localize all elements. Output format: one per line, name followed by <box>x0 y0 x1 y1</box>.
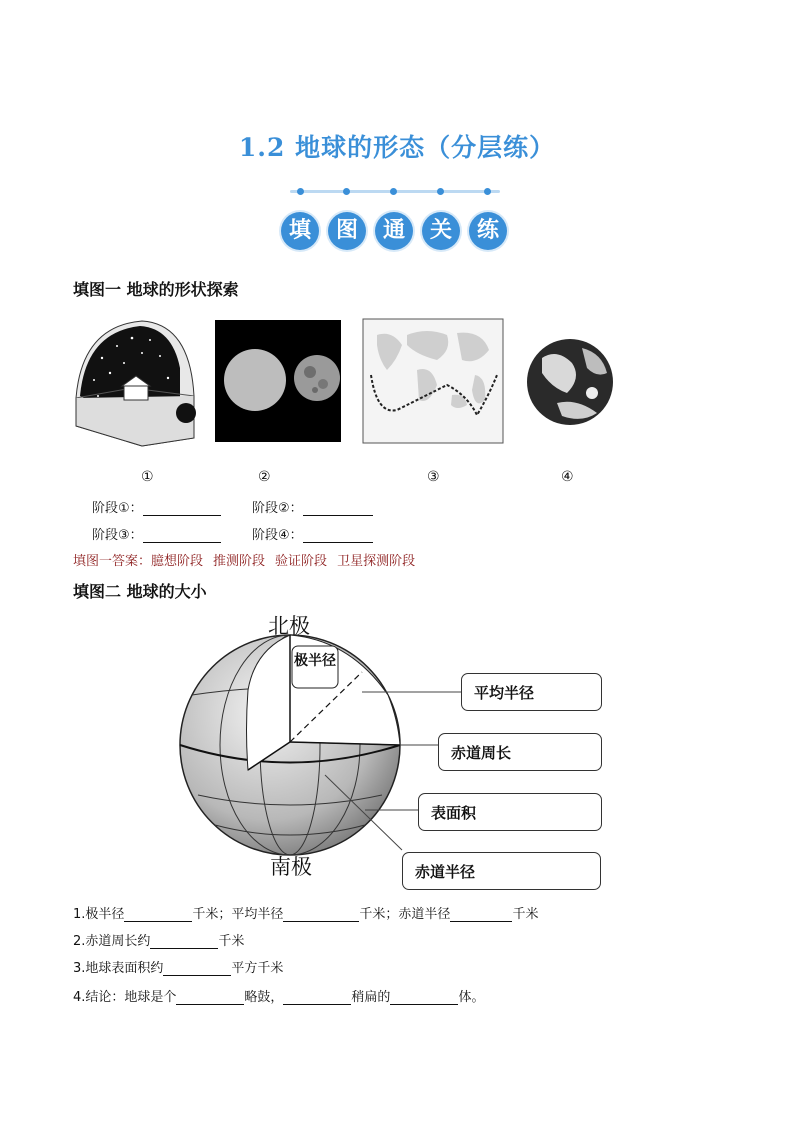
mean-radius-box: 平均半径 <box>461 673 602 711</box>
question-2 <box>73 930 244 949</box>
q3-blank[interactable] <box>163 975 231 976</box>
earth-satellite-photo <box>527 318 617 446</box>
banner-badge: 通 <box>375 212 413 250</box>
stage-4-line <box>252 524 373 543</box>
q2-text-a: 2.赤道周长约 <box>73 934 151 949</box>
page-title: 1.2 地球的形态（分层练） <box>238 133 556 162</box>
q1-blank-polar[interactable] <box>124 921 192 922</box>
north-pole-label: 北极 <box>268 614 310 638</box>
image-label: ② <box>258 469 271 485</box>
sun-moon-photo <box>215 320 341 442</box>
answer-item: 推测阶段 <box>213 554 266 569</box>
polar-radius-label: 极半径 <box>294 653 336 669</box>
q2-text-b: 千米 <box>218 934 245 949</box>
q1-text-d: 千米 <box>512 907 539 922</box>
image-label: ① <box>141 469 154 485</box>
q3-text-b: 平方千米 <box>231 961 284 976</box>
banner-dot <box>484 188 491 195</box>
stage-label: 阶段③： <box>92 528 143 543</box>
question-4 <box>73 986 484 1005</box>
section1-answer <box>73 550 425 569</box>
q1-blank-equatorial[interactable] <box>450 921 512 922</box>
stage-1-line <box>92 497 221 516</box>
banner-dot <box>437 188 444 195</box>
q1-text-b: 千米；平均半径 <box>192 907 284 922</box>
stage-3-blank[interactable] <box>143 542 221 543</box>
equator-circumference-box: 赤道周长 <box>438 733 602 771</box>
stage-label: 阶段②： <box>252 501 303 516</box>
equatorial-radius-box: 赤道半径 <box>402 852 601 890</box>
stage-3-line <box>92 524 221 543</box>
answer-item: 验证阶段 <box>275 554 328 569</box>
banner-dot <box>297 188 304 195</box>
stage-label: 阶段①： <box>92 501 143 516</box>
q4-blank-3[interactable] <box>390 1004 458 1005</box>
stage-2-blank[interactable] <box>303 515 373 516</box>
banner-badge: 图 <box>328 212 366 250</box>
question-1 <box>73 903 538 922</box>
image-label: ④ <box>561 469 574 485</box>
magellan-map <box>357 315 507 453</box>
banner-badge: 关 <box>422 212 460 250</box>
dome-illustration <box>72 318 196 448</box>
stage-4-blank[interactable] <box>303 542 373 543</box>
question-3 <box>73 957 283 976</box>
surface-area-box: 表面积 <box>418 793 602 831</box>
section1-heading: 填图一 地球的形状探索 <box>73 280 239 299</box>
q1-text-c: 千米；赤道半径 <box>359 907 451 922</box>
q4-blank-2[interactable] <box>283 1004 351 1005</box>
q1-blank-mean[interactable] <box>283 921 359 922</box>
south-pole-label: 南极 <box>270 855 312 879</box>
banner-dot <box>390 188 397 195</box>
answer-prefix: 填图一答案： <box>73 554 152 569</box>
q4-text-d: 体。 <box>458 990 485 1005</box>
stage-1-blank[interactable] <box>143 515 221 516</box>
q3-text-a: 3.地球表面积约 <box>73 961 164 976</box>
image-label: ③ <box>427 469 440 485</box>
answer-item: 臆想阶段 <box>151 554 204 569</box>
banner-badge: 练 <box>469 212 507 250</box>
banner-badge: 填 <box>281 212 319 250</box>
section2-heading: 填图二 地球的大小 <box>73 582 207 601</box>
q4-text-a: 4.结论：地球是个 <box>73 990 177 1005</box>
q4-text-b: 略鼓， <box>244 990 284 1005</box>
q4-blank-1[interactable] <box>176 1004 244 1005</box>
q2-blank[interactable] <box>150 948 218 949</box>
stage-2-line <box>252 497 373 516</box>
q4-text-c: 稍扁的 <box>351 990 391 1005</box>
q1-text-a: 1.极半径 <box>73 907 125 922</box>
banner-dot <box>343 188 350 195</box>
answer-item: 卫星探测阶段 <box>337 554 416 569</box>
stage-label: 阶段④： <box>252 528 303 543</box>
